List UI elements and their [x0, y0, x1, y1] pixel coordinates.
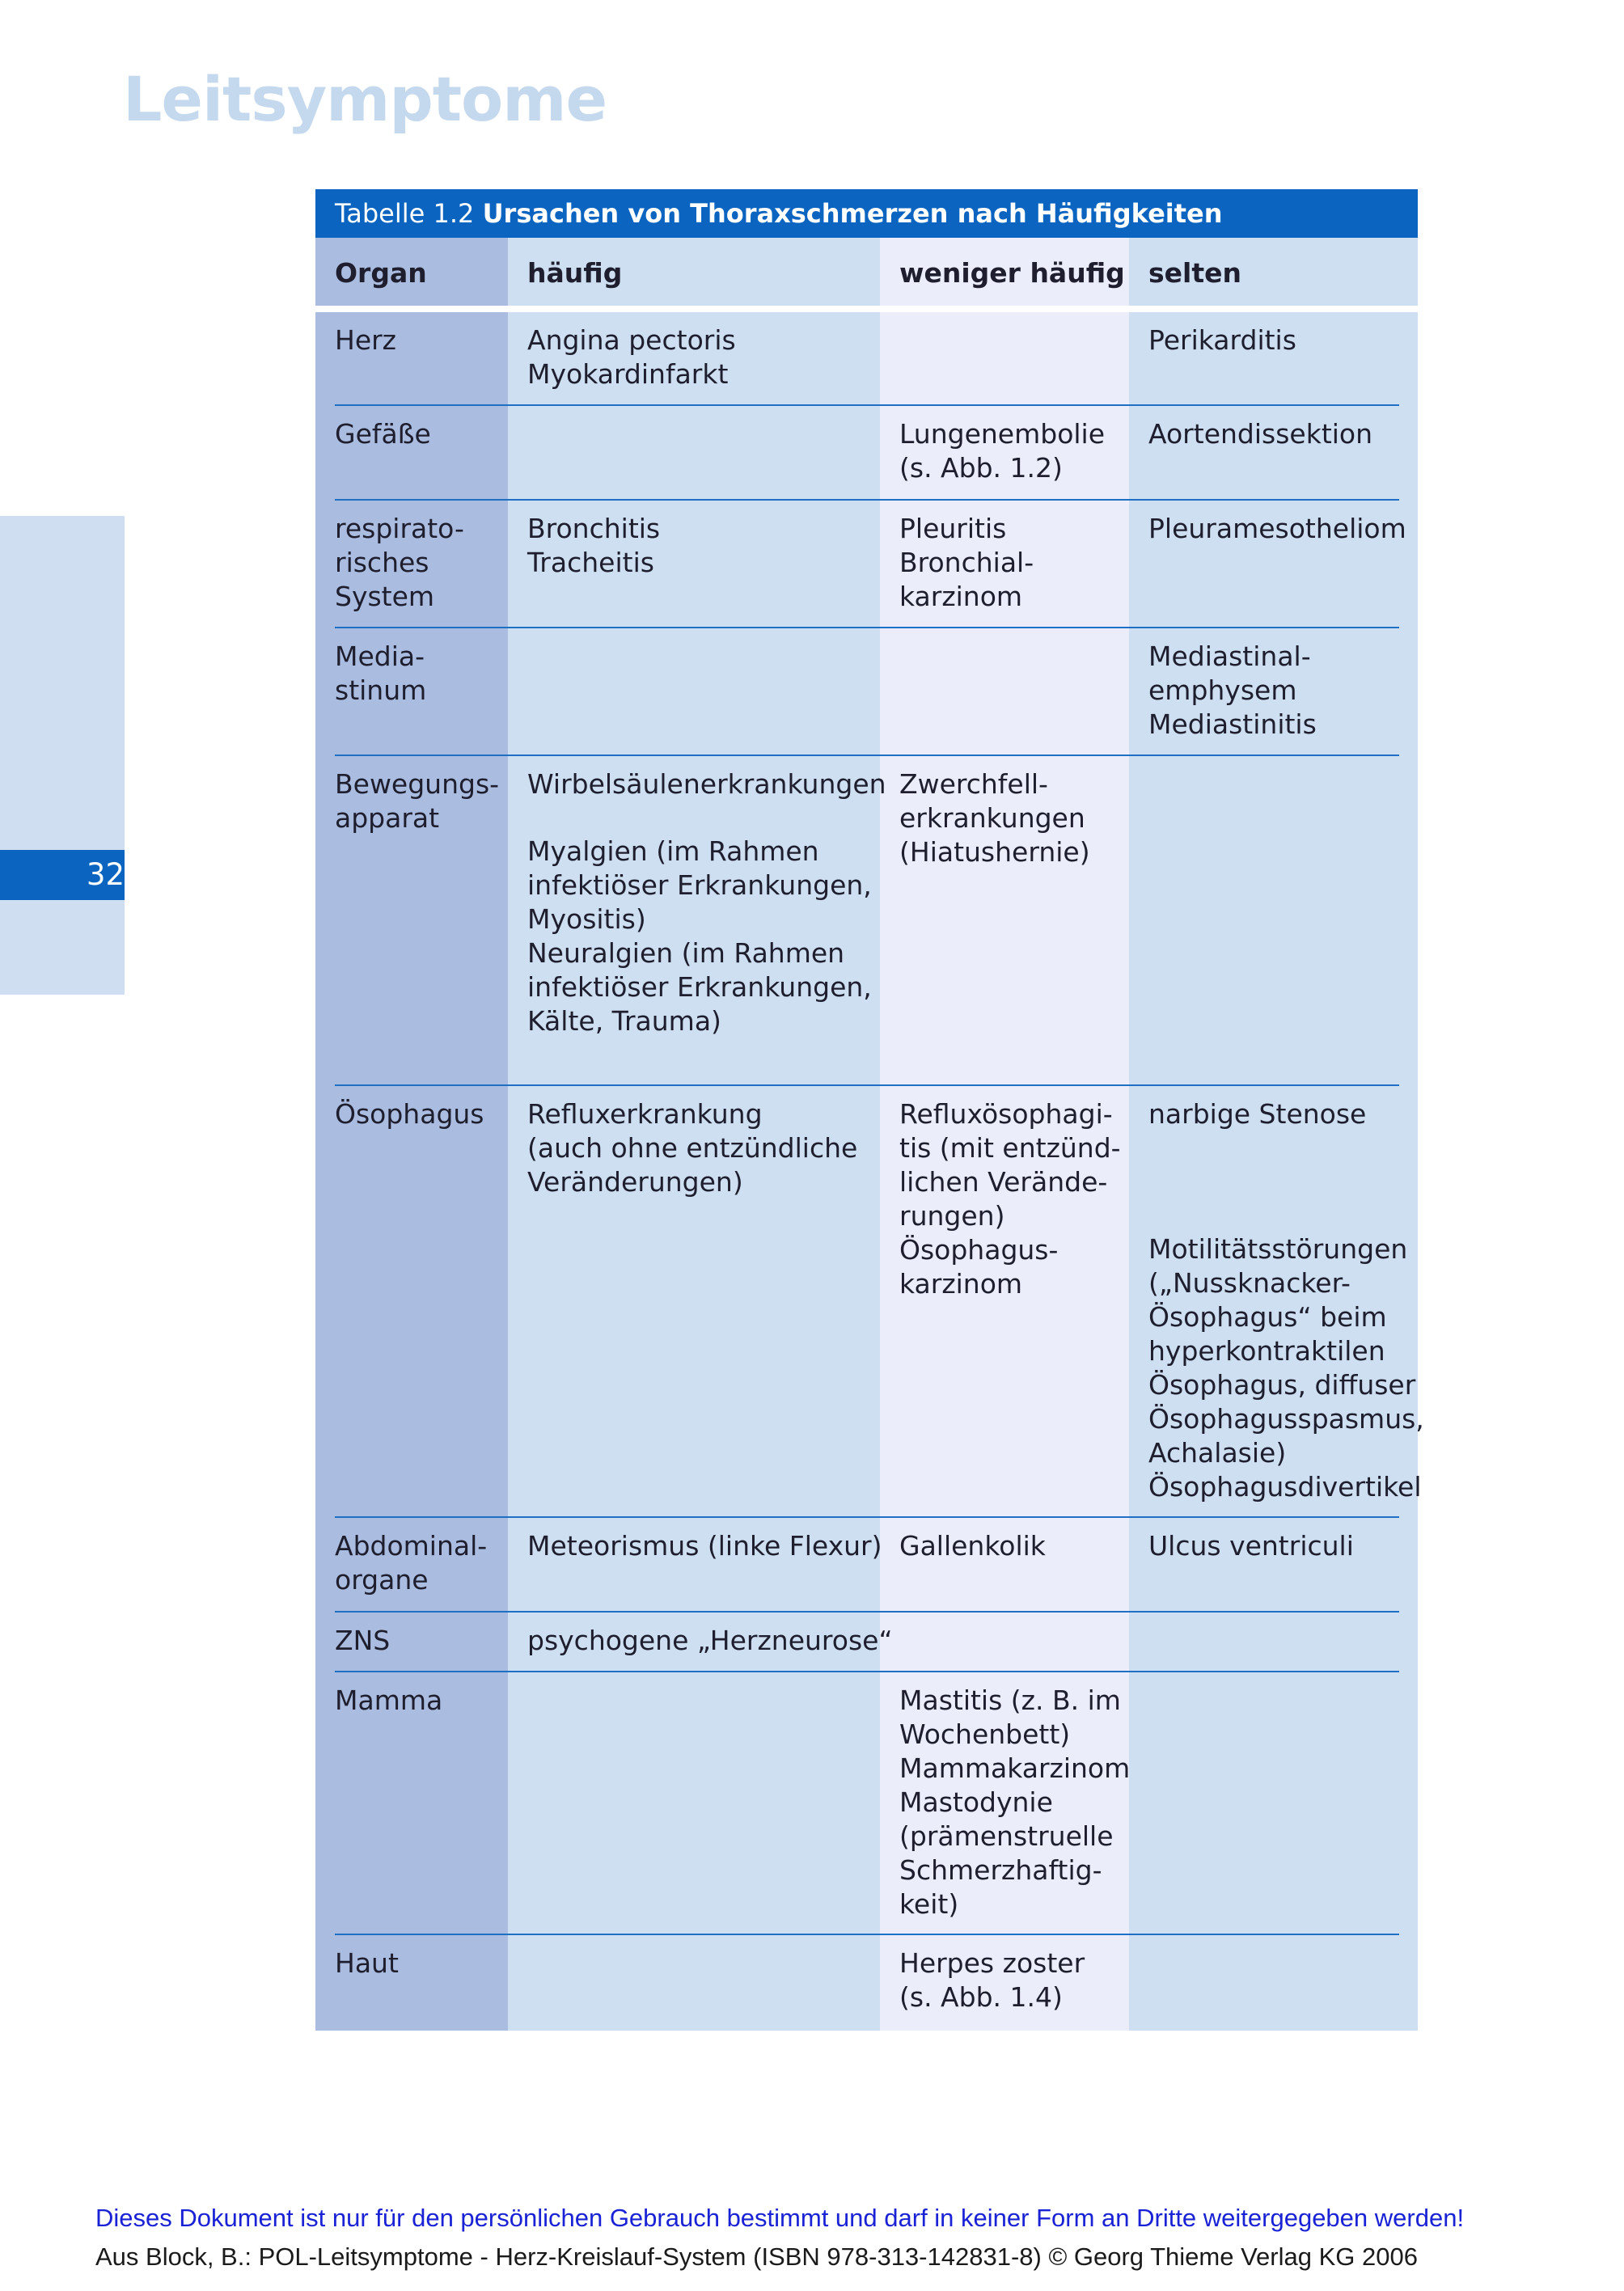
- row-zns-haeufig: psychogene „Herzneurose“: [527, 1625, 893, 1656]
- row-bewegungsapparat-haeufig: Wirbelsäulenerkrankungen: [527, 768, 886, 800]
- row-divider: [335, 404, 1399, 406]
- row-divider: [335, 755, 1399, 756]
- row-respiratorisch-haeufig: Bronchitis Tracheitis: [527, 513, 661, 578]
- column-header-selten: selten: [1148, 257, 1241, 289]
- row-oesophagus-weniger: Refluxösophagi- tis (mit entzünd- lichen Verände- rungen) Ösophagus- karzinom: [899, 1098, 1121, 1300]
- side-tab: [0, 516, 125, 995]
- row-divider: [335, 499, 1399, 501]
- row-divider: [335, 1934, 1399, 1935]
- row-divider: [335, 1084, 1399, 1086]
- page-number-badge: [0, 850, 125, 900]
- table-caption: [315, 189, 1418, 238]
- row-divider: [335, 1671, 1399, 1672]
- row-oesophagus-selten: narbige Stenose: [1148, 1098, 1367, 1130]
- row-bewegungsapparat-haeufig-2: Myalgien (im Rahmen infektiöser Erkrankungen, Myositis) Neuralgien (im Rahmen infektiöser Erkrankungen, Kälte, Trauma): [527, 835, 872, 1037]
- row-mamma-organ: Mamma: [335, 1684, 443, 1716]
- row-respiratorisch-weniger: Pleuritis Bronchial- karzinom: [899, 513, 1034, 612]
- row-mediastinum-organ: Media- stinum: [335, 640, 427, 706]
- row-mamma-weniger: Mastitis (z. B. im Wochenbett) Mammakarzinom Mastodynie (prämenstruelle Schmerzhaftig- keit): [899, 1684, 1131, 1920]
- page-header-title: Leitsymptome: [123, 63, 607, 135]
- row-abdominal-selten: Ulcus ventriculi: [1148, 1530, 1354, 1562]
- column-selten-background: [1129, 238, 1418, 2031]
- row-gefaesse-weniger: Lungenembolie (s. Abb. 1.2): [899, 418, 1106, 484]
- page-number: 32: [86, 857, 125, 892]
- row-divider: [335, 1611, 1399, 1613]
- row-herz-selten: Perikarditis: [1148, 324, 1296, 356]
- row-respiratorisch-selten: Pleuramesotheliom: [1148, 513, 1406, 544]
- row-gefaesse-organ: Gefäße: [335, 418, 431, 450]
- row-bewegungsapparat-weniger: Zwerchfell- erkrankungen (Hiatushernie): [899, 768, 1090, 868]
- row-oesophagus-organ: Ösophagus: [335, 1098, 484, 1130]
- header-separator: [315, 306, 1418, 312]
- row-oesophagus-haeufig: Refluxerkrankung (auch ohne entzündliche Veränderungen): [527, 1098, 858, 1198]
- row-herz-organ: Herz: [335, 324, 397, 356]
- table-caption-title: Ursachen von Thoraxschmerzen nach Häufigkeiten: [482, 198, 1223, 229]
- row-zns-organ: ZNS: [335, 1625, 391, 1656]
- column-header-organ: Organ: [335, 257, 427, 289]
- column-organ-background: [315, 238, 508, 2031]
- row-divider: [335, 1516, 1399, 1518]
- row-mediastinum-selten: Mediastinal- emphysem Mediastinitis: [1148, 640, 1317, 740]
- row-gefaesse-selten: Aortendissektion: [1148, 418, 1373, 450]
- footer-citation: Aus Block, B.: POL-Leitsymptome - Herz-Kreislauf-System (ISBN 978-313-142831-8) © Georg Thieme Verlag KG 2006: [95, 2242, 1418, 2271]
- footer-usage-notice: Dieses Dokument ist nur für den persönlichen Gebrauch bestimmt und darf in keiner Form an Dritte weitergegeben werden!: [95, 2204, 1465, 2232]
- row-herz-haeufig: Angina pectoris Myokardinfarkt: [527, 324, 736, 390]
- row-oesophagus-selten-2: Motilitätsstörungen („Nussknacker- Ösophagus“ beim hyperkontraktilen Ösophagus, diffuser Ösophagusspasmus, Achalasie) Ösophagusdivertikel: [1148, 1233, 1424, 1503]
- row-respiratorisch-organ: respirato- risches System: [335, 513, 464, 612]
- column-header-haeufig: häufig: [527, 257, 623, 289]
- row-haut-organ: Haut: [335, 1947, 399, 1979]
- row-abdominal-organ: Abdominal- organe: [335, 1530, 488, 1596]
- table-caption-prefix: Tabelle 1.2: [335, 198, 475, 229]
- row-divider: [335, 627, 1399, 628]
- column-header-weniger-haeufig: weniger häufig: [899, 257, 1125, 289]
- row-abdominal-weniger: Gallenkolik: [899, 1530, 1046, 1562]
- row-haut-weniger: Herpes zoster (s. Abb. 1.4): [899, 1947, 1085, 2013]
- row-bewegungsapparat-organ: Bewegungs- apparat: [335, 768, 500, 834]
- row-abdominal-haeufig: Meteorismus (linke Flexur): [527, 1530, 882, 1562]
- causes-table: [315, 189, 1424, 2031]
